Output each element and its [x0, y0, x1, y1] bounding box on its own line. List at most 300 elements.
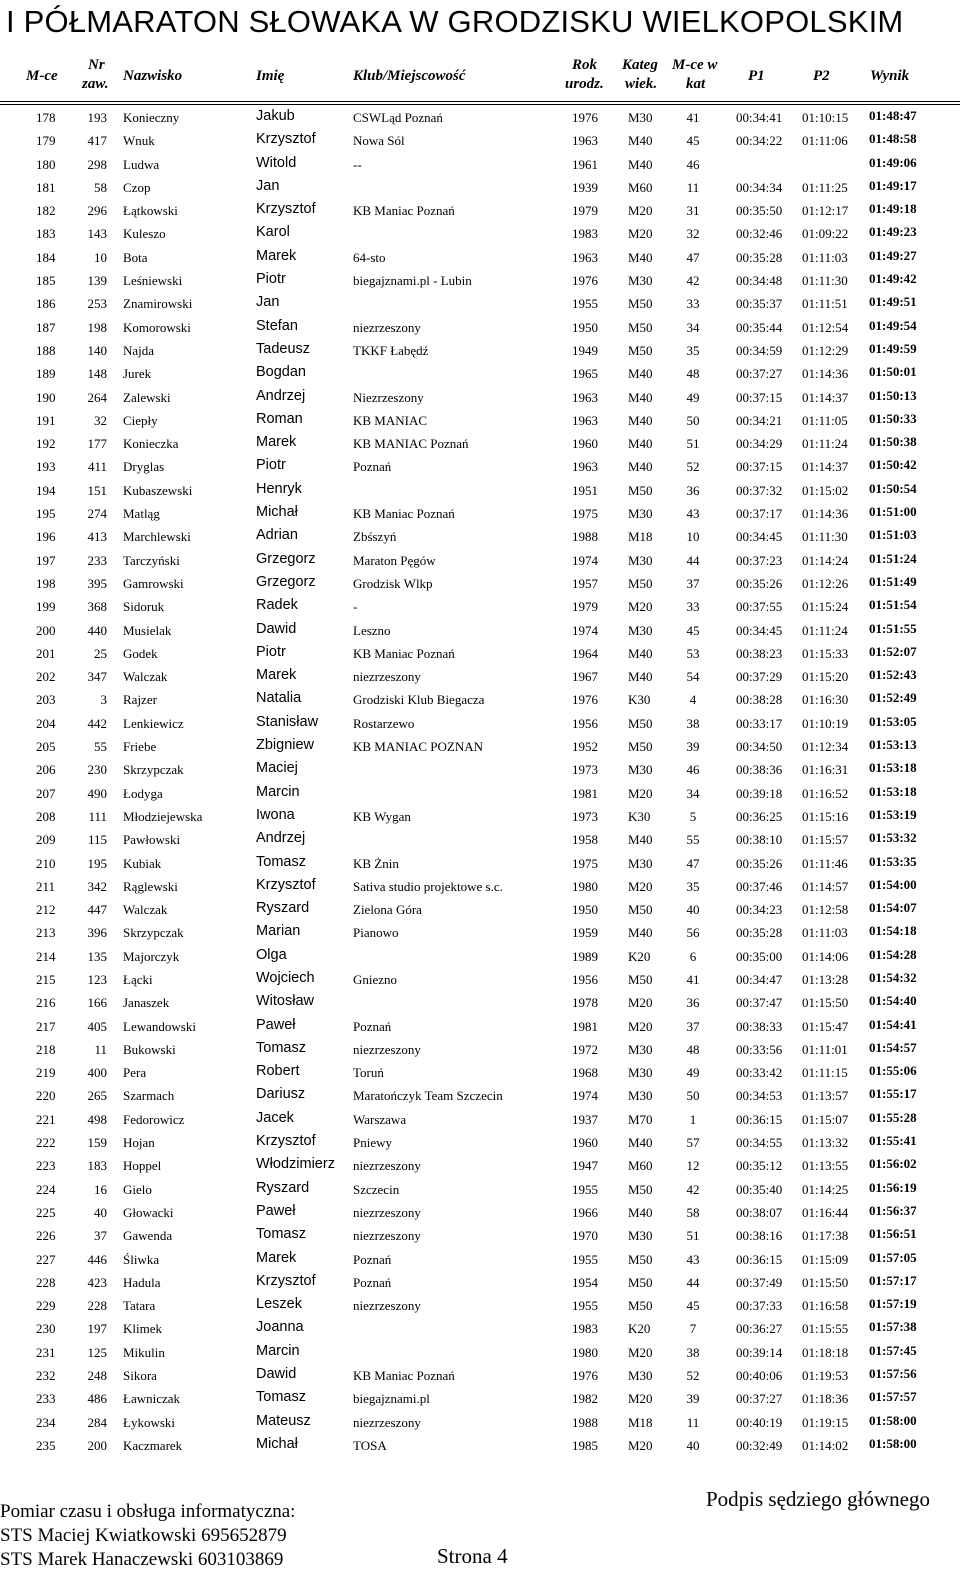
cell-category: M30: [628, 1368, 653, 1384]
cell-club: KB MANIAC POZNAN: [353, 739, 484, 755]
cell-surname: Skrzypczak: [123, 762, 184, 778]
cell-result: 01:53:19: [869, 806, 917, 822]
cell-bib: 11: [94, 1041, 107, 1057]
cell-surname: Gawenda: [123, 1228, 173, 1244]
table-row: [0, 712, 960, 735]
cell-surname: Szarmach: [123, 1088, 175, 1104]
cell-place: 215: [36, 971, 56, 987]
cell-place: 225: [36, 1204, 56, 1220]
table-row: [0, 1201, 960, 1224]
cell-result: 01:50:01: [869, 364, 917, 380]
cell-result: 01:57:38: [869, 1319, 917, 1335]
cell-first-name: Jacek: [256, 1109, 294, 1126]
cell-result: 01:54:32: [869, 969, 917, 985]
cell-place: 188: [36, 342, 56, 358]
cell-club: niezrzeszony: [353, 1414, 421, 1430]
cell-category: M40: [628, 669, 653, 685]
cell-bib: 198: [87, 319, 107, 335]
cell-place: 202: [36, 669, 56, 685]
cell-split-p1: 00:37:47: [736, 995, 783, 1011]
table-row: [0, 921, 960, 944]
cell-split-p2: 01:18:36: [802, 1391, 849, 1407]
cell-split-p1: 00:37:23: [736, 552, 783, 568]
page-title: I PÓŁMARATON SŁOWAKA W GRODZISKU WIELKOPOLSKIM: [6, 4, 904, 39]
cell-category: M20: [628, 785, 653, 801]
cell-category: M40: [628, 925, 653, 941]
cell-category: M30: [628, 552, 653, 568]
cell-first-name: Michał: [256, 504, 298, 521]
cell-split-p1: 00:37:15: [736, 459, 783, 475]
table-row: [0, 1038, 960, 1061]
cell-club: Grodzisk Wlkp: [353, 575, 433, 591]
cell-category: M40: [628, 412, 653, 428]
cell-bib: 151: [87, 482, 107, 498]
cell-club: CSWLąd Poznań: [353, 110, 443, 125]
cell-result: 01:57:05: [869, 1249, 917, 1265]
cell-place: 234: [36, 1414, 56, 1430]
cell-split-p2: 01:16:58: [802, 1298, 849, 1314]
cell-place: 229: [36, 1298, 56, 1314]
cell-surname: Bukowski: [123, 1041, 176, 1057]
table-row: [0, 222, 960, 245]
cell-first-name: Maciej: [256, 760, 298, 777]
cell-first-name: Jan: [256, 294, 280, 311]
cell-birth-year: 1965: [572, 366, 598, 382]
cell-split-p1: 00:38:28: [736, 692, 783, 708]
cell-result: 01:53:35: [869, 853, 917, 869]
cell-surname: Dryglas: [123, 459, 165, 475]
cell-split-p2: 01:11:30: [802, 273, 848, 289]
table-row: [0, 455, 960, 478]
cell-result: 01:54:18: [869, 923, 917, 939]
cell-category: M20: [628, 1018, 653, 1034]
cell-birth-year: 1974: [572, 622, 598, 638]
cell-bib: 183: [87, 1158, 107, 1174]
cell-surname: Śliwka: [123, 1251, 160, 1267]
cell-club: KB MANIAC: [353, 412, 428, 428]
cell-club: niezrzeszony: [353, 1158, 421, 1174]
cell-place: 217: [36, 1018, 56, 1034]
cell-split-p1: 00:33:42: [736, 1065, 783, 1081]
cell-result: 01:49:18: [869, 201, 917, 217]
cell-bib: 446: [87, 1251, 107, 1267]
cell-result: 01:53:18: [869, 783, 917, 799]
table-row: [0, 386, 960, 409]
cell-first-name: Krzysztof: [256, 131, 316, 148]
cell-split-p2: 01:15:02: [802, 482, 849, 498]
cell-split-p2: 01:14:25: [802, 1181, 849, 1197]
header-rule-top: [0, 101, 960, 102]
header-wynik: Wynik: [870, 68, 910, 84]
cell-club: Pianowo: [353, 925, 399, 941]
cell-surname: Jurek: [123, 366, 152, 382]
cell-bib: 486: [87, 1391, 107, 1407]
cell-split-p2: 01:15:55: [802, 1321, 849, 1337]
cell-first-name: Dawid: [256, 1366, 297, 1383]
cell-surname: Łątkowski: [123, 203, 178, 219]
cell-result: 01:50:54: [869, 480, 917, 496]
cell-first-name: Grzegorz: [256, 550, 316, 567]
cell-split-p2: 01:15:09: [802, 1251, 849, 1267]
cell-surname: Lewandowski: [123, 1018, 196, 1034]
cell-surname: Friebe: [123, 739, 157, 755]
cell-first-name: Ryszard: [256, 1179, 310, 1196]
cell-result: 01:52:43: [869, 667, 917, 683]
cell-split-p1: 00:37:32: [736, 482, 783, 498]
cell-place: 201: [36, 645, 56, 661]
cell-first-name: Robert: [256, 1063, 300, 1080]
cell-birth-year: 1955: [572, 296, 598, 312]
cell-bib: 490: [87, 785, 107, 801]
table-row: [0, 968, 960, 991]
cell-first-name: Andrzej: [256, 830, 306, 847]
cell-split-p1: 00:38:10: [736, 832, 783, 848]
cell-birth-year: 1959: [572, 925, 598, 941]
results-table: [0, 106, 960, 1457]
cell-category: M40: [628, 133, 653, 149]
cell-split-p2: 01:09:22: [802, 226, 849, 242]
cell-split-p2: 01:15:33: [802, 645, 849, 661]
table-row: [0, 1271, 960, 1294]
cell-birth-year: 1975: [572, 506, 598, 522]
cell-category: M50: [628, 1274, 653, 1290]
cell-birth-year: 1952: [572, 739, 598, 755]
cell-category: M40: [628, 249, 653, 265]
cell-club: niezrzeszony: [353, 1041, 421, 1057]
cell-result: 01:54:41: [869, 1016, 917, 1032]
table-row: [0, 292, 960, 315]
cell-category: M40: [628, 1135, 653, 1151]
cell-first-name: Tomasz: [256, 1389, 306, 1406]
cell-category-place: 42: [686, 1181, 700, 1197]
cell-birth-year: 1983: [572, 226, 598, 242]
cell-split-p1: 00:38:07: [736, 1204, 783, 1220]
table-row: [0, 1317, 960, 1340]
cell-surname: Pawłowski: [123, 832, 181, 848]
header-rule-bottom: [0, 104, 960, 105]
cell-surname: Bota: [123, 249, 148, 265]
cell-surname: Łodyga: [123, 785, 163, 801]
cell-result: 01:49:59: [869, 340, 917, 356]
cell-place: 186: [36, 296, 56, 312]
cell-surname: Znamirowski: [123, 296, 193, 312]
cell-first-name: Dawid: [256, 620, 297, 637]
cell-club: Szczecin: [353, 1181, 400, 1197]
cell-bib: 177: [87, 436, 107, 452]
cell-bib: 148: [87, 366, 107, 382]
cell-split-p1: 00:35:28: [736, 925, 783, 941]
cell-split-p1: 00:40:06: [736, 1368, 783, 1384]
cell-surname: Lenkiewicz: [123, 715, 184, 731]
cell-club: Leszno: [353, 622, 391, 638]
cell-first-name: Witosław: [256, 993, 315, 1010]
cell-place: 219: [36, 1065, 56, 1081]
cell-first-name: Jan: [256, 177, 280, 194]
cell-first-name: Michał: [256, 1435, 298, 1452]
cell-birth-year: 1947: [572, 1158, 598, 1174]
cell-first-name: Tomasz: [256, 1039, 306, 1056]
cell-category-place: 39: [686, 1391, 700, 1407]
cell-place: 212: [36, 902, 56, 918]
cell-birth-year: 1964: [572, 645, 598, 661]
cell-category-place: 37: [686, 575, 700, 591]
cell-category: M40: [628, 645, 653, 661]
cell-club: KB Maniac Poznań: [353, 645, 455, 661]
table-row: [0, 549, 960, 572]
cell-split-p1: 00:37:46: [736, 878, 783, 894]
cell-first-name: Krzysztof: [256, 1133, 316, 1150]
cell-category-place: 46: [686, 156, 700, 172]
cell-category: M30: [628, 110, 653, 125]
table-row: [0, 572, 960, 595]
cell-surname: Młodziejewska: [123, 808, 203, 824]
cell-bib: 347: [87, 669, 107, 685]
table-row: [0, 1248, 960, 1271]
cell-category: M50: [628, 971, 653, 987]
cell-surname: Łącki: [123, 971, 153, 987]
cell-bib: 200: [87, 1437, 107, 1453]
cell-split-p2: 01:12:29: [802, 342, 849, 358]
cell-category: M30: [628, 1065, 653, 1081]
cell-first-name: Henryk: [256, 480, 302, 497]
cell-birth-year: 1960: [572, 1135, 598, 1151]
cell-surname: Walczak: [123, 902, 168, 918]
cell-birth-year: 1976: [572, 1368, 598, 1384]
cell-club: Poznań: [353, 1251, 392, 1267]
cell-surname: Wnuk: [123, 133, 155, 149]
cell-first-name: Karol: [256, 224, 290, 241]
cell-first-name: Marek: [256, 1249, 297, 1266]
table-row: [0, 1294, 960, 1317]
cell-surname: Pera: [123, 1065, 147, 1081]
cell-category-place: 33: [686, 296, 700, 312]
table-row: [0, 432, 960, 455]
cell-birth-year: 1972: [572, 1041, 598, 1057]
cell-category: M40: [628, 436, 653, 452]
cell-birth-year: 1973: [572, 762, 598, 778]
cell-surname: Godek: [123, 645, 158, 661]
cell-place: 214: [36, 948, 56, 964]
cell-bib: 143: [87, 226, 107, 242]
cell-category-place: 38: [686, 715, 700, 731]
cell-club: KB Wygan: [353, 808, 411, 824]
table-row: [0, 828, 960, 851]
cell-first-name: Paweł: [256, 1016, 296, 1033]
cell-category-place: 43: [686, 1251, 700, 1267]
cell-club: --: [353, 156, 362, 172]
cell-first-name: Olga: [256, 946, 287, 963]
cell-category-place: 43: [686, 506, 700, 522]
cell-bib: 233: [87, 552, 107, 568]
cell-category: M50: [628, 1298, 653, 1314]
cell-place: 210: [36, 855, 56, 871]
cell-bib: 400: [87, 1065, 107, 1081]
cell-place: 178: [36, 110, 56, 125]
cell-bib: 423: [87, 1274, 107, 1290]
table-row: [0, 1364, 960, 1387]
cell-category: M50: [628, 739, 653, 755]
table-row: [0, 362, 960, 385]
cell-surname: Musielak: [123, 622, 172, 638]
header-rok: Rok: [572, 57, 598, 73]
cell-first-name: Marcin: [256, 783, 300, 800]
cell-category-place: 54: [686, 669, 700, 685]
cell-result: 01:53:05: [869, 713, 917, 729]
cell-surname: Sikora: [123, 1368, 157, 1384]
cell-category-place: 33: [686, 599, 700, 615]
cell-place: 230: [36, 1321, 56, 1337]
cell-bib: 274: [87, 506, 107, 522]
cell-surname: Ławniczak: [123, 1391, 181, 1407]
cell-place: 203: [36, 692, 56, 708]
cell-club: Toruń: [353, 1065, 384, 1081]
header-zaw: zaw.: [82, 76, 109, 92]
cell-category: M40: [628, 156, 653, 172]
cell-first-name: Krzysztof: [256, 1272, 316, 1289]
cell-category-place: 35: [686, 878, 700, 894]
cell-bib: 253: [87, 296, 107, 312]
cell-place: 183: [36, 226, 56, 242]
cell-birth-year: 1981: [572, 1018, 598, 1034]
cell-place: 220: [36, 1088, 56, 1104]
cell-split-p1: 00:35:26: [736, 575, 783, 591]
cell-category: M40: [628, 389, 653, 405]
cell-place: 228: [36, 1274, 56, 1290]
cell-split-p2: 01:16:44: [802, 1204, 849, 1220]
cell-result: 01:56:37: [869, 1202, 917, 1218]
cell-category-place: 45: [686, 1298, 700, 1314]
cell-first-name: Stanisław: [256, 713, 319, 730]
cell-club: niezrzeszony: [353, 1228, 421, 1244]
cell-surname: Marchlewski: [123, 529, 191, 545]
cell-surname: Ludwa: [123, 156, 160, 172]
cell-category: M70: [628, 1111, 653, 1127]
cell-split-p1: 00:37:15: [736, 389, 783, 405]
cell-club: Nowa Sól: [353, 133, 405, 149]
cell-birth-year: 1966: [572, 1204, 598, 1220]
cell-split-p2: 01:13:55: [802, 1158, 849, 1174]
table-row: [0, 1411, 960, 1434]
cell-first-name: Adrian: [256, 527, 298, 544]
cell-split-p2: 01:14:36: [802, 366, 849, 382]
cell-result: 01:53:18: [869, 760, 917, 776]
cell-split-p2: 01:19:15: [802, 1414, 849, 1430]
cell-first-name: Radek: [256, 597, 298, 614]
cell-split-p1: 00:37:29: [736, 669, 783, 685]
cell-result: 01:50:42: [869, 457, 917, 473]
cell-split-p2: 01:11:06: [802, 133, 848, 149]
cell-bib: 55: [94, 739, 107, 755]
cell-category-place: 55: [686, 832, 700, 848]
cell-split-p1: 00:33:17: [736, 715, 783, 731]
cell-place: 205: [36, 739, 56, 755]
cell-place: 185: [36, 273, 56, 289]
cell-birth-year: 1961: [572, 156, 598, 172]
cell-split-p1: 00:37:27: [736, 1391, 783, 1407]
cell-birth-year: 1939: [572, 179, 598, 195]
cell-surname: Hojan: [123, 1135, 155, 1151]
cell-first-name: Witold: [256, 154, 297, 171]
cell-first-name: Natalia: [256, 690, 302, 707]
cell-surname: Tarczyński: [123, 552, 180, 568]
cell-split-p2: 01:15:57: [802, 832, 849, 848]
cell-first-name: Tadeusz: [256, 340, 311, 357]
header-nazwisko: Nazwisko: [123, 68, 183, 84]
cell-first-name: Piotr: [256, 271, 286, 288]
cell-bib: 115: [87, 832, 107, 848]
cell-birth-year: 1980: [572, 1344, 598, 1360]
cell-result: 01:49:54: [869, 317, 917, 333]
cell-category-place: 11: [686, 1414, 700, 1430]
cell-category: M40: [628, 832, 653, 848]
cell-split-p1: 00:36:27: [736, 1321, 783, 1337]
cell-birth-year: 1955: [572, 1251, 598, 1267]
table-row: [0, 479, 960, 502]
timing-credits: [0, 1500, 295, 1572]
cell-result: 01:57:45: [869, 1342, 917, 1358]
cell-category: M40: [628, 366, 653, 382]
cell-bib: 396: [87, 925, 107, 941]
cell-bib: 159: [87, 1135, 107, 1151]
cell-result: 01:51:54: [869, 597, 917, 613]
cell-split-p2: 01:13:28: [802, 971, 849, 987]
cell-split-p1: 00:35:44: [736, 319, 783, 335]
cell-club: TKKF Łabędź: [353, 342, 429, 358]
cell-place: 187: [36, 319, 56, 335]
cell-category: M50: [628, 1181, 653, 1197]
cell-category: M60: [628, 1158, 653, 1174]
cell-split-p2: 01:14:37: [802, 389, 849, 405]
cell-split-p2: 01:16:31: [802, 762, 849, 778]
cell-bib: 139: [87, 273, 107, 289]
table-row: [0, 316, 960, 339]
cell-split-p1: 00:34:45: [736, 622, 783, 638]
cell-club: Sativa studio projektowe s.c.: [353, 878, 503, 894]
cell-birth-year: 1955: [572, 1298, 598, 1314]
cell-category-place: 11: [686, 179, 700, 195]
cell-category: M18: [628, 1414, 653, 1430]
timing-credits-line: Pomiar czasu i obsługa informatyczna:: [0, 1501, 296, 1522]
cell-result: 01:57:56: [869, 1366, 917, 1382]
cell-category: M20: [628, 1437, 653, 1453]
table-row: [0, 805, 960, 828]
header-imie: Imię: [256, 68, 285, 84]
table-row: [0, 1178, 960, 1201]
cell-place: 194: [36, 482, 56, 498]
cell-split-p1: 00:37:49: [736, 1274, 783, 1290]
cell-category: K20: [628, 948, 651, 964]
table-row: [0, 642, 960, 665]
cell-split-p1: 00:34:48: [736, 273, 783, 289]
cell-split-p2: 01:11:51: [802, 296, 848, 312]
cell-first-name: Włodzimierz: [256, 1156, 335, 1173]
cell-category-place: 39: [686, 739, 700, 755]
cell-split-p1: 00:34:47: [736, 971, 783, 987]
cell-result: 01:50:33: [869, 410, 917, 426]
cell-club: Grodziski Klub Biegacza: [353, 692, 485, 708]
cell-category-place: 45: [686, 133, 700, 149]
cell-split-p2: 01:14:02: [802, 1437, 849, 1453]
cell-bib: 405: [87, 1018, 107, 1034]
header-p1: P1: [748, 68, 765, 84]
cell-split-p2: 01:12:58: [802, 902, 849, 918]
cell-category: M50: [628, 1251, 653, 1267]
cell-category: M20: [628, 1391, 653, 1407]
cell-split-p1: 00:35:37: [736, 296, 783, 312]
cell-category-place: 37: [686, 1018, 700, 1034]
cell-category: M30: [628, 1041, 653, 1057]
cell-first-name: Leszek: [256, 1296, 302, 1313]
